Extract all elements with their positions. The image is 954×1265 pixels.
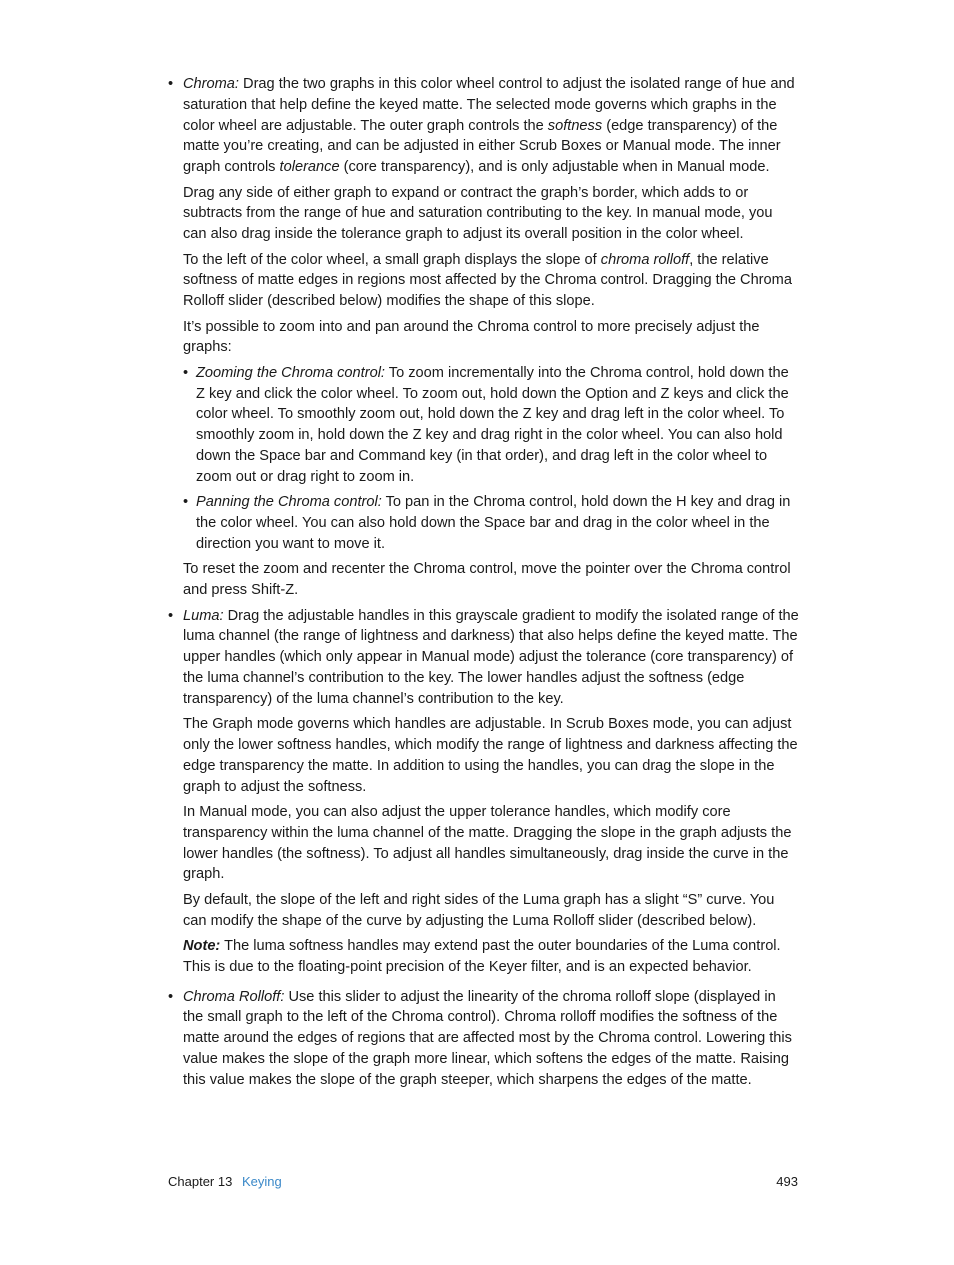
bullet-luma <box>168 606 800 978</box>
chroma-paragraph-1 <box>183 74 800 178</box>
luma-paragraph-4: By default, the slope of the left and right sides of the Luma graph has a slight “S” curve. You can modify the shape of the curve by adjusting the Luma Rolloff slider (described below). <box>183 891 775 929</box>
sub-bullet-dot: • <box>183 364 189 381</box>
footer-section-link[interactable]: Keying <box>242 1174 282 1189</box>
panning-text: To pan in the Chroma control, hold down the H key and drag in the color wheel. You can also hold down the Space bar and drag in the color wheel in the direction you want to move it. <box>196 494 791 552</box>
luma-note <box>183 936 800 978</box>
zooming-term: Zooming the Chroma control: <box>196 364 385 381</box>
luma-term: Luma: <box>183 607 224 624</box>
document-body <box>168 74 800 1091</box>
panning-paragraph <box>196 492 800 554</box>
bullet-dot: • <box>168 607 174 624</box>
chroma-sub-list <box>183 363 800 555</box>
chroma-rolloff-paragraph <box>183 987 800 1091</box>
chroma-paragraph-2: Drag any side of either graph to expand or contract the graph’s border, which adds to or subtracts from the range of hue and saturation contributing to the key. In manual mode, you can also drag inside the tolerance graph to adjust its overall position in the color wheel. <box>183 184 773 243</box>
panning-term: Panning the Chroma control: <box>196 494 382 511</box>
reset-zoom-paragraph: To reset the zoom and recenter the Chroma control, move the pointer over the Chroma control and press Shift-Z. <box>183 561 791 598</box>
chroma-p3-text-a: To the left of the color wheel, a small graph displays the slope of <box>183 251 601 268</box>
chroma-p1-text-b: (edge transparency) of the matte you’re creating, and can be adjusted in either Scrub Boxes or Manual mode. The inner graph controls <box>183 117 781 176</box>
sub-bullet-dot: • <box>183 494 189 511</box>
luma-p1-text: Drag the adjustable handles in this grayscale gradient to modify the isolated range of the luma channel (the range of lightness and darkness) that also helps define the keyed matte. The upper handles (which only appear in Manual mode) adjust the tolerance (core transparency) of the luma channel’s contribution to the key. The lower handles adjust the softness (edge transparency) of the luma channel’s contribution to the key. <box>183 607 799 707</box>
bullet-chroma-rolloff <box>168 987 800 1091</box>
page-number: 493 <box>776 1174 798 1189</box>
luma-paragraph-1 <box>183 606 800 710</box>
note-text: The luma softness handles may extend past the outer boundaries of the Luma control. This is due to the floating-point precision of the Keyer filter, and is an expected behavior. <box>183 938 781 975</box>
bullet-chroma <box>168 74 800 601</box>
tolerance-term: tolerance <box>279 159 340 176</box>
sub-bullet-panning <box>183 492 800 554</box>
chroma-paragraph-4: It’s possible to zoom into and pan around the Chroma control to more precisely adjust the graphs: <box>183 318 760 356</box>
chroma-rolloff-term: chroma rolloff <box>600 251 690 268</box>
chroma-rolloff-label: Chroma Rolloff: <box>183 988 285 1005</box>
sub-bullet-zooming <box>183 363 800 488</box>
softness-term: softness <box>547 117 603 134</box>
chroma-p1-text-a: Drag the two graphs in this color wheel control to adjust the isolated range of hue and saturation that help define the keyed matte. The selected mode governs which graphs in the color wheel are adjustable. The outer graph controls the <box>183 76 795 134</box>
chroma-p3-text-b: , the relative softness of matte edges in regions most affected by the Chroma control. Dragging the Chroma Rolloff slider (described below) modifies the shape of this slope. <box>183 251 792 310</box>
chroma-paragraph-3 <box>183 250 800 312</box>
bullet-dot: • <box>168 76 174 92</box>
footer-chapter: Chapter 13 <box>168 1174 233 1189</box>
note-label: Note: <box>183 938 221 955</box>
luma-paragraph-2: The Graph mode governs which handles are adjustable. In Scrub Boxes mode, you can adjust only the lower softness handles, which modify the range of lightness and darkness affecting the edge transparency the matte. In addition to using the handles, you can drag the slope in the graph to adjust the softness. <box>183 716 798 795</box>
chroma-term: Chroma: <box>183 76 239 92</box>
chroma-p1-text-c: (core transparency), and is only adjustable when in Manual mode. <box>339 159 770 176</box>
chroma-rolloff-text: Use this slider to adjust the linearity of the chroma rolloff slope (displayed in the small graph to the left of the Chroma control). Chroma rolloff modifies the softness of the matte around the edges of regions that are affected most by the Chroma control. Lowering this value makes the slope of the graph more linear, which softens the edges of the matte. Raising this value makes the slope of the graph steeper, which sharpens the edges of the matte. <box>183 988 792 1088</box>
luma-paragraph-3: In Manual mode, you can also adjust the upper tolerance handles, which modify core transparency within the luma channel of the matte. Dragging the slope in the graph adjusts the lower handles (the softness). To adjust all handles simultaneously, drag inside the curve in the graph. <box>183 804 792 883</box>
zooming-paragraph <box>196 363 800 488</box>
bullet-dot: • <box>168 988 174 1005</box>
page-footer <box>168 1173 800 1193</box>
zooming-text: To zoom incrementally into the Chroma control, hold down the Z key and click the color wheel. To zoom out, hold down the Option and Z keys and click the color wheel. To smoothly zoom out, hold down the Z key and drag left in the color wheel. To smoothly zoom in, hold down the Z key and drag right in the color wheel. You can also hold down the Space bar and Command key (in that order), and drag left in the color wheel to zoom out or drag right to zoom in. <box>196 364 789 485</box>
